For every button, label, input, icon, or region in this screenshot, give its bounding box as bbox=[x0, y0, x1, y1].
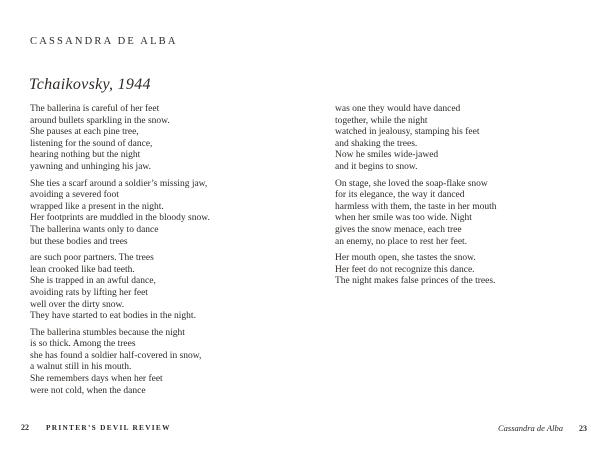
poem-line: avoiding rats by lifting her feet bbox=[30, 287, 148, 298]
poem-line: yawning and unhinging his jaw. bbox=[30, 161, 152, 172]
poem-title: Tchaikovsky, 1944 bbox=[29, 76, 151, 93]
poem-stanza bbox=[335, 179, 496, 249]
poem-line: On stage, she loved the soap-flake snow bbox=[335, 178, 488, 189]
poem-line: around bullets sparkling in the snow. bbox=[30, 115, 170, 126]
footer-right bbox=[498, 423, 587, 433]
poem-line: are such poor partners. The trees bbox=[30, 253, 154, 264]
journal-title: PRINTER’S DEVIL REVIEW bbox=[46, 423, 171, 432]
poem-line: but these bodies and trees bbox=[30, 236, 128, 247]
poem-line: well over the dirty snow. bbox=[30, 299, 125, 310]
poem-line: The ballerina stumbles because the night bbox=[30, 327, 185, 338]
poem-line: lean crooked like bad teeth. bbox=[30, 264, 135, 275]
poem-line: listening for the sound of dance, bbox=[30, 138, 153, 149]
poem-stanza bbox=[30, 179, 210, 249]
poem-line: for its elegance, the way it danced bbox=[335, 190, 465, 201]
poem-line: She pauses at each pine tree, bbox=[30, 127, 139, 138]
poem-line: a walnut still in his mouth. bbox=[30, 362, 132, 373]
poem-line: She ties a scarf around a soldier’s missing jaw, bbox=[30, 178, 208, 189]
poem-stanza bbox=[30, 328, 210, 398]
poem-line: They have started to eat bodies in the night. bbox=[30, 311, 196, 322]
author-name: CASSANDRA DE ALBA bbox=[30, 36, 178, 47]
poem-line: The ballerina is careful of her feet bbox=[30, 104, 160, 114]
poem-column-left bbox=[30, 104, 210, 402]
poem-line: wrapped like a present in the night. bbox=[30, 201, 164, 212]
poem-line: and shaking the trees. bbox=[335, 138, 418, 149]
poem-line: she has found a soldier half-covered in snow, bbox=[30, 350, 202, 361]
poem-line: She remembers days when her feet bbox=[30, 374, 163, 385]
poem-stanza bbox=[335, 253, 496, 288]
page-number-right: 23 bbox=[579, 424, 587, 433]
poem-line: is so thick. Among the trees bbox=[30, 339, 136, 350]
poem-line: harmless with them, the taste in her mouth bbox=[335, 201, 497, 212]
poem-line: The ballerina wants only to dance bbox=[30, 224, 159, 235]
running-header-author: Cassandra de Alba bbox=[497, 423, 563, 433]
poem-line: Her feet do not recognize this dance. bbox=[335, 264, 475, 275]
poem-stanza bbox=[30, 253, 210, 323]
poem-line: hearing nothing but the night bbox=[30, 150, 141, 161]
poem-line: Her footprints are muddled in the bloody snow. bbox=[30, 213, 210, 224]
page-number-left: 22 bbox=[21, 423, 29, 432]
page-footer bbox=[0, 423, 600, 437]
poem-line: She is trapped in an awful dance, bbox=[30, 276, 156, 287]
poem-line: together, while the night bbox=[335, 115, 428, 126]
footer-left bbox=[21, 423, 171, 432]
poem-line: Her mouth open, she tastes the snow. bbox=[335, 253, 476, 264]
poem-line: when her smile was too wide. Night bbox=[335, 213, 472, 224]
poem-line: avoiding a severed foot bbox=[30, 190, 119, 201]
poem-line: The night makes false princes of the trees. bbox=[335, 276, 496, 287]
poem-stanza bbox=[30, 104, 210, 174]
poem-line: Now he smiles wide-jawed bbox=[335, 150, 439, 161]
poem-line: watched in jealousy, stamping his feet bbox=[335, 127, 480, 138]
poem-line: was one they would have danced bbox=[335, 104, 461, 114]
poem-column-right bbox=[335, 104, 496, 293]
poem-line: gives the snow menace, each tree bbox=[335, 224, 462, 235]
poem-stanza bbox=[335, 104, 496, 174]
poem-line: were not cold, when the dance bbox=[30, 385, 146, 396]
poem-line: an enemy, no place to rest her feet. bbox=[335, 236, 468, 247]
poem-line: and it begins to snow. bbox=[335, 161, 418, 172]
